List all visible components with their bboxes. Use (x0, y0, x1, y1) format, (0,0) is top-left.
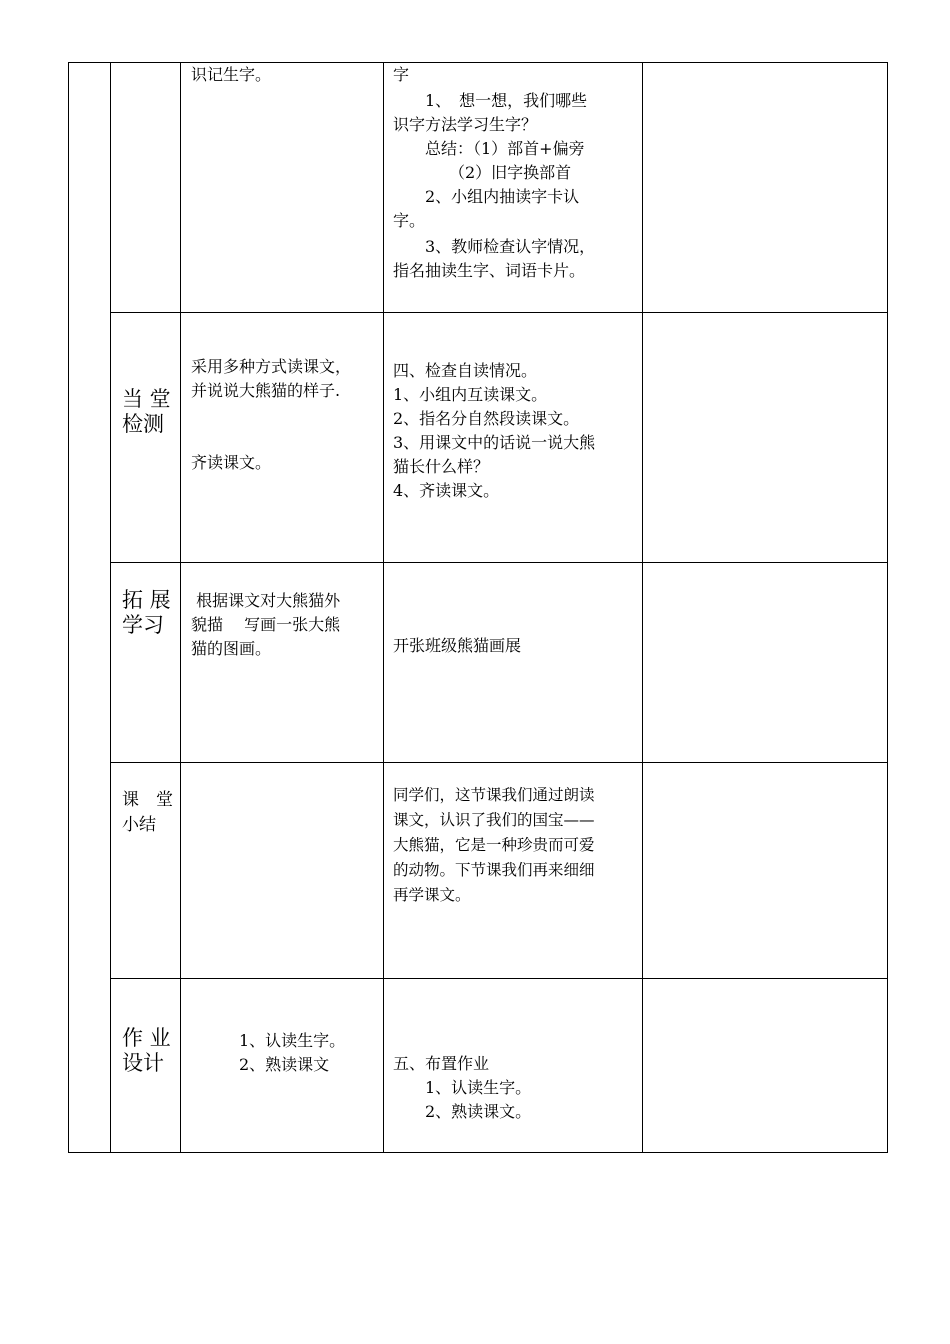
table-row (69, 63, 888, 313)
section-label-cell (111, 979, 181, 1153)
process-line: 4、齐读课文。 (393, 481, 500, 500)
process-line: 识字方法学习生字？ (393, 115, 538, 134)
section-label-cell (111, 763, 181, 979)
process-line: 2、指名分自然段读课文。 (393, 409, 580, 428)
table-row (69, 313, 888, 563)
notes-cell (643, 979, 888, 1153)
notes-cell (643, 313, 888, 563)
section-label-line: 拓 展 (122, 588, 171, 612)
section-label-line: 小结 (122, 815, 156, 835)
student-activity-cell (181, 563, 384, 763)
process-line: 指名抽读生字、词语卡片。 (393, 261, 586, 280)
process-line: 四、检查自读情况。 (393, 361, 538, 380)
section-label-line: 作 业 (122, 1026, 171, 1050)
outer-margin-column (69, 63, 111, 1153)
process-line: 1、 想一想，我们哪些 (393, 91, 588, 110)
activity-line: 采用多种方式读课文， (191, 357, 352, 376)
section-label-cell (111, 63, 181, 313)
notes-cell (643, 563, 888, 763)
teaching-process-cell (384, 979, 643, 1153)
section-label-line: 设计 (122, 1051, 164, 1075)
section-label-line: 当 堂 (122, 387, 171, 411)
activity-line: 1、认读生字。 (191, 1031, 346, 1050)
activity-line: 识记生字。 (191, 65, 272, 84)
process-line: 1、认读生字。 (393, 1078, 532, 1097)
student-activity-cell (181, 313, 384, 563)
section-label-cell (111, 313, 181, 563)
teaching-process-cell (384, 63, 643, 313)
teaching-process-cell (384, 313, 643, 563)
process-line: 的动物。下节课我们再来细细 (393, 861, 595, 879)
process-line: 3、教师检查认字情况， (393, 237, 596, 256)
process-line: 字 (393, 65, 410, 84)
activity-line: 并说说大熊猫的样子. (191, 381, 341, 400)
activity-line: 2、熟读课文 (191, 1055, 330, 1074)
teaching-process-cell (384, 763, 643, 979)
table-row (69, 563, 888, 763)
activity-line: 猫的图画。 (191, 639, 272, 658)
activity-line (191, 403, 374, 427)
process-line: 再学课文。 (393, 886, 471, 904)
process-line: 同学们，这节课我们通过朗读 (393, 786, 595, 804)
process-line: 课文，认识了我们的国宝—— (393, 811, 595, 829)
activity-line: 貌描 写画一张大熊 (191, 615, 341, 634)
process-line: 五、布置作业 (393, 1054, 490, 1073)
process-line: 1、小组内互读课文。 (393, 385, 548, 404)
teaching-process-cell (384, 563, 643, 763)
student-activity-cell (181, 763, 384, 979)
process-line: 2、熟读课文。 (393, 1102, 532, 1121)
process-line: 字。 (393, 211, 426, 230)
notes-cell (643, 63, 888, 313)
activity-line: 齐读课文。 (191, 453, 272, 472)
process-line: 3、用课文中的话说一说大熊 (393, 433, 596, 452)
process-line: 猫长什么样？ (393, 457, 490, 476)
notes-cell (643, 763, 888, 979)
process-line: 大熊猫，它是一种珍贵而可爱 (393, 836, 595, 854)
table-row (69, 763, 888, 979)
process-line: 2、小组内抽读字卡认 (393, 187, 580, 206)
process-line: 开张班级熊猫画展 (393, 636, 522, 655)
process-line: （2）旧字换部首 (393, 163, 572, 182)
student-activity-cell (181, 979, 384, 1153)
student-activity-cell (181, 63, 384, 313)
activity-line (191, 427, 374, 451)
process-line: 总结：（1）部首+偏旁 (393, 139, 585, 158)
section-label-line: 课 堂 (122, 790, 173, 810)
table-row (69, 979, 888, 1153)
section-label-line: 学习 (122, 613, 164, 637)
section-label-cell (111, 563, 181, 763)
activity-line: 根据课文对大熊猫外 (191, 591, 341, 610)
section-label-line: 检测 (122, 412, 164, 436)
lesson-plan-table (68, 62, 888, 1153)
